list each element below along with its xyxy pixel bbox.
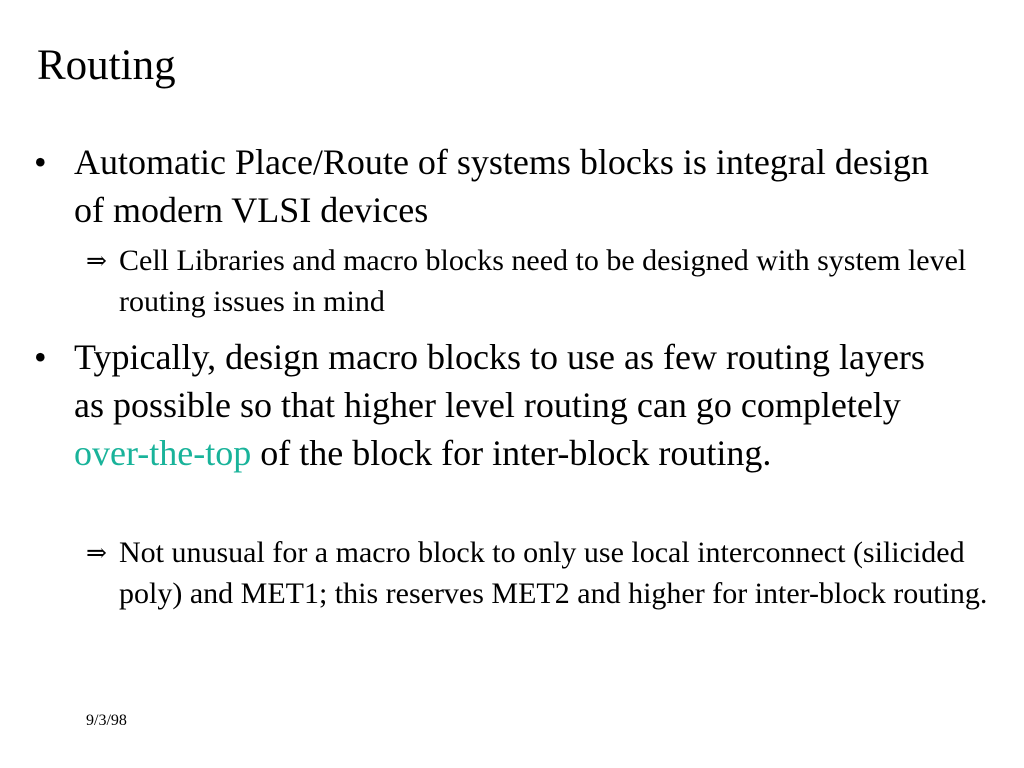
bullet-text-end: of the block for inter-block routing. bbox=[251, 433, 772, 473]
bullet-text: Automatic Place/Route of systems blocks is integral design of modern VLSI devices bbox=[74, 142, 929, 230]
bullet-dot-icon: • bbox=[34, 337, 47, 377]
implies-arrow-icon: ⇒ bbox=[86, 246, 107, 275]
bullet-dot-icon: • bbox=[34, 142, 47, 182]
highlighted-term: over-the-top bbox=[74, 433, 252, 473]
bullet-text-start: Typically, design macro blocks to use as few routing layers as possible so that higher level routing can go completely bbox=[74, 337, 925, 425]
sub-bullet-text: Cell Libraries and macro blocks need to be designed with system level routing issues in mind bbox=[119, 244, 967, 318]
sub-bullet-text: Not unusual for a macro block to only use local interconnect (silicided poly) and MET1; this reserves MET2 and higher for inter-block routing. bbox=[119, 536, 988, 610]
slide-title: Routing bbox=[37, 42, 176, 89]
bullet-text bbox=[74, 333, 954, 477]
implies-arrow-icon: ⇒ bbox=[86, 538, 107, 567]
footer-date: 9/3/98 bbox=[86, 712, 127, 729]
